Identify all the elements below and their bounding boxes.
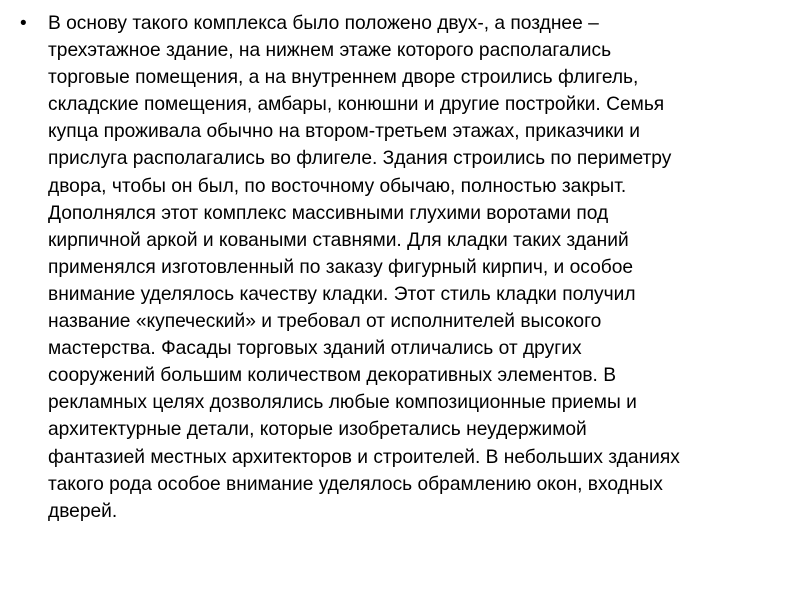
text-line: фантазией местных архитекторов и строителей. В небольших зданиях	[48, 446, 680, 468]
text-line: Дополнялся этот комплекс массивными глухими воротами под	[48, 202, 609, 224]
text-line: торговые помещения, а на внутреннем дворе строились флигель,	[48, 67, 639, 89]
text-line: мастерства. Фасады торговых зданий отличались от других	[48, 338, 582, 360]
bullet-list-item	[20, 10, 796, 525]
text-line: архитектурные детали, которые изобретались неудержимой	[48, 419, 587, 441]
text-line: внимание уделялось качеству кладки. Этот стиль кладки получил	[48, 283, 636, 305]
text-line: прислуга располагались во флигеле. Здания строились по периметру	[48, 148, 672, 170]
text-line: кирпичной аркой и коваными ставнями. Для кладки таких зданий	[48, 229, 629, 251]
text-line: купца проживала обычно на втором-третьем этажах, приказчики и	[48, 121, 641, 143]
text-line: складские помещения, амбары, конюшни и другие постройки. Семья	[48, 94, 665, 116]
text-line: дверей.	[48, 500, 118, 522]
text-line: такого рода особое внимание уделялось обрамлению окон, входных	[48, 473, 663, 495]
bullet-marker: •	[20, 13, 27, 34]
text-line: название «купеческий» и требовал от исполнителей высокого	[48, 311, 602, 333]
text-line: применялся изготовленный по заказу фигурный кирпич, и особое	[48, 256, 634, 278]
text-line: В основу такого комплекса было положено двух-, а позднее –	[48, 13, 599, 34]
text-line: рекламных целях дозволялись любые композиционные приемы и	[48, 392, 637, 414]
text-line: сооружений большим количеством декоративных элементов. В	[48, 365, 617, 387]
text-line: двора, чтобы он был, по восточному обычаю, полностью закрыт.	[48, 175, 627, 197]
body-paragraph	[48, 10, 680, 525]
text-line: трехэтажное здание, на нижнем этаже которого располагались	[48, 40, 612, 62]
